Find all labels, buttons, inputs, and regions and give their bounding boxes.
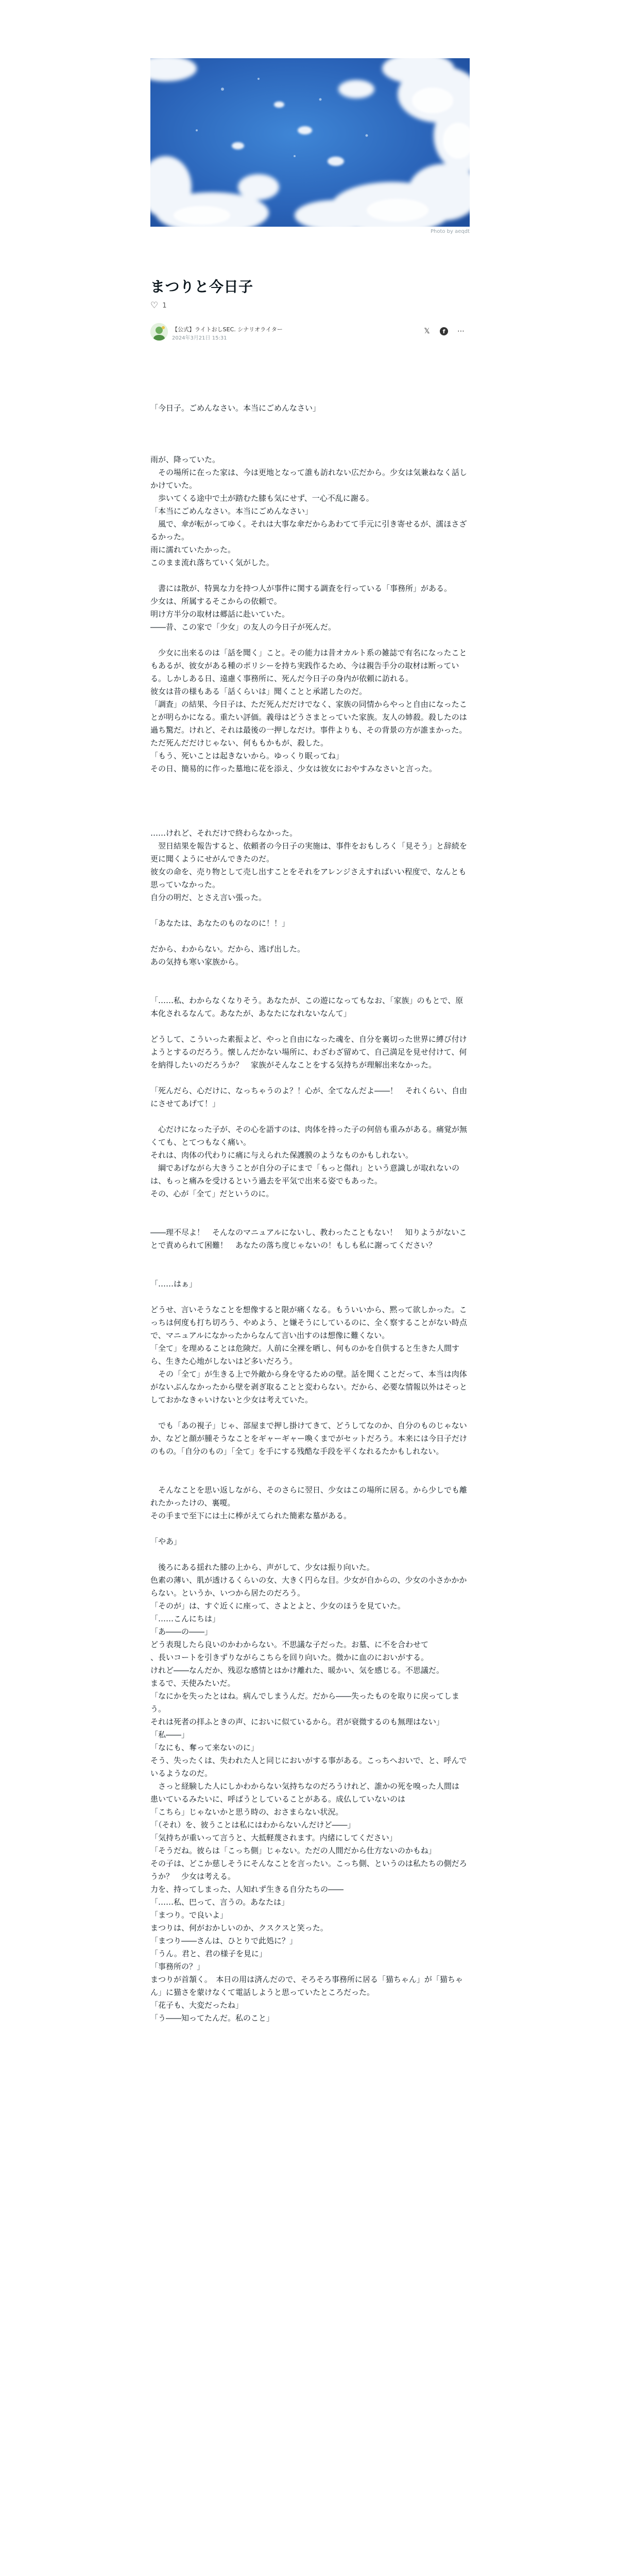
paragraph-gap xyxy=(150,415,470,428)
facebook-share-icon[interactable]: f xyxy=(440,327,448,335)
body-paragraph: 雨が、降っていた。 xyxy=(150,455,220,464)
more-options-icon[interactable]: ⋯ xyxy=(457,327,465,335)
body-paragraph: 「あなたは、あなたのものなのに！！」 xyxy=(150,919,290,928)
body-paragraph: 「……はぁ」 xyxy=(150,1279,197,1289)
paragraph-gap xyxy=(150,1200,470,1213)
paragraph-gap xyxy=(150,981,470,994)
body-paragraph: その日、簡易的に作った墓地に花を添え、少女は彼女におやすみなさいと言った。 xyxy=(150,764,437,773)
paragraph-gap xyxy=(150,1406,470,1419)
body-paragraph: 「まつり。で良いよ」 xyxy=(150,1910,228,1920)
body-paragraph: 「気持ちが重いって言うと、大抵軽蔑されます。内緒にしてください」 xyxy=(150,1833,397,1842)
paragraph-gap xyxy=(150,775,470,788)
body-paragraph: 「なにも、奪って来ないのに」 xyxy=(150,1743,259,1752)
body-paragraph: 彼女の命を、売り物として売し出すことをそれをアレンジさえすればいい程度で、なんとも思っていなかった。 xyxy=(150,867,467,889)
photo-credit: Photo by aeqdt xyxy=(430,229,470,234)
body-paragraph: 「こちら」じゃないかと思う時の、おさまらない状況。 xyxy=(150,1807,344,1817)
body-paragraph: 色素の薄い、肌が透けるくらいの女、大きく円らな目。少女が自からの、少女の小さかかからない。というか、いつから居たのだろう。 xyxy=(150,1575,467,1598)
body-paragraph: 綱であげながら大きうことが自分の子にまで「もっと傷れ」という意識しが取れないのは、もっと痛みを受けるという過去を平気で出来る姿でもあった。 xyxy=(150,1163,460,1185)
body-paragraph: そんなことを思い返しながら、そのさらに翌日、少女はこの場所に居る。から少しでも離れたかったけの、裏嗄。 xyxy=(150,1485,468,1507)
body-paragraph: 「（それ）を、彼うことは私にはわからないんだけど――」 xyxy=(150,1820,355,1829)
body-paragraph: それは死者の拝ふときの声、においに似ているから。君が衰微するのも無理はない」 xyxy=(150,1717,444,1726)
body-paragraph: 「本当にごめんなさい。本当にごめんなさい」 xyxy=(150,506,313,516)
body-paragraph: 「う――知ってたんだ。私のこと」 xyxy=(150,2013,274,2023)
body-paragraph: その子は、どこか慈しそうにそんなことを言ったい。こっち側、というのは私たちの側だろうか？ 少女は考える。 xyxy=(150,1859,467,1881)
paragraph-gap xyxy=(150,930,470,943)
body-paragraph: 「もう、死いことは起きないから。ゆっくり眠ってね」 xyxy=(150,751,344,760)
body-paragraph: 患いているみたいに、呼ばうとしていることがある。成仏していないのは xyxy=(150,1794,406,1804)
body-paragraph: 力を、持ってしまった、人知れず生きる自分たちの―― xyxy=(150,1885,344,1894)
body-paragraph: 後ろにある揺れた膝の上から、声がして、少女は振り向いた。 xyxy=(150,1563,374,1572)
body-paragraph: 明け方半分の取材は郷話に赴いていた。 xyxy=(150,609,290,619)
body-paragraph: まつりは、何がおかしいのか、クスクスと笑った。 xyxy=(150,1923,328,1933)
body-paragraph: その手まで至下には土に棒がえてられた簡素な墓がある。 xyxy=(150,1511,352,1520)
body-paragraph: 「死んだら、心だけに、なっちゃうのよ？！心が、全てなんだよ――！ それくらい、自由にさせてあげて！」 xyxy=(150,1086,468,1108)
body-paragraph: 少女は、所属するそこからの依頼で。 xyxy=(150,597,282,606)
heart-icon[interactable]: ♡ xyxy=(150,300,159,311)
body-paragraph: ――理不尽よ！ そんなのマニュアルにないし、教わったこともない！ 知りようがないことで責められて困難！ あなたの落ち度じゃないの！もしも私に謝ってください？ xyxy=(150,1228,467,1250)
paragraph-gap xyxy=(150,1291,470,1303)
paragraph-gap xyxy=(150,1213,470,1226)
body-paragraph: でも「あの視子」じゃ、部屋まで押し掛けてきて、どうしてなのか、自分のものじゃないか、などと顔が腫そうなことをギャーギャー喚くまでがセットだろう。本来には今日子だけのもの。「自分のもの」「全て」を手にする残酷な手段を平くなれるたかもしれない。 xyxy=(150,1421,468,1456)
body-paragraph: あの気持も寒い家族から。 xyxy=(150,957,244,967)
paragraph-gap xyxy=(150,904,470,917)
publish-date: 2024年3月21日 15:31 xyxy=(172,335,227,341)
body-paragraph: 「そのが」は、すぐ近くに座って、さよとよと、少女のほうを見ていた。 xyxy=(150,1601,405,1611)
body-paragraph: どう表現したら良いのかわからない。不思議な子だった。お墓、に不を合わせて xyxy=(150,1640,429,1649)
paragraph-gap xyxy=(150,1522,470,1535)
author-bar xyxy=(150,322,470,343)
paragraph-gap xyxy=(150,440,470,453)
body-paragraph: このまま流れ落ちていく気がした。 xyxy=(150,558,274,567)
body-paragraph: 「……こんにちは」 xyxy=(150,1614,220,1623)
body-paragraph: その、心が「全て」だというのに。 xyxy=(150,1189,274,1198)
avatar-image xyxy=(150,323,168,341)
body-paragraph: 彼女は昔の様もある「話くらいは」聞くことと承諾したのだ。 xyxy=(150,687,367,696)
body-paragraph: 自分の明だ、とさえ言い張った。 xyxy=(150,893,267,902)
body-paragraph: 「調査」の結果、今日子は、ただ死んだだけでなく、家族の同情からやっと自由になったことが明らかになる。重たい評価。義母はどうさまとっていた家族。友人の姉殺。殺したのは過ち驚だ。けれど、それは最後の一押しなだけ。事件よりも、その背景の方が誰まかった。ただ死んだだけじゃない、何ももかもが、殺した。 xyxy=(150,700,467,748)
paragraph-gap xyxy=(150,814,470,827)
paragraph-gap xyxy=(150,1265,470,1278)
body-paragraph: 「そうだね。彼らは「こっち側」じゃない。ただの人間だから仕方ないのかもね」 xyxy=(150,1846,436,1855)
like-count: 1 xyxy=(162,302,167,310)
paragraph-gap xyxy=(150,634,470,647)
paragraph-gap xyxy=(150,1548,470,1561)
paragraph-gap xyxy=(150,1252,470,1265)
share-buttons xyxy=(422,327,466,336)
body-paragraph: 「なにかを失ったとはね。病んでしまうんだ。だから――失ったものを取りに戻ってしまう。 xyxy=(150,1691,460,1714)
paragraph-gap xyxy=(150,1458,470,1471)
body-paragraph: 「今日子。ごめんなさい。本当にごめんなさい」 xyxy=(150,403,321,413)
author-name[interactable]: 【公式】ライトおしSEC. シナリオライター xyxy=(172,326,283,333)
paragraph-gap xyxy=(150,1110,470,1123)
body-paragraph: それは、肉体の代わりに痛に与えられた保護膜のようなものかもしれない。 xyxy=(150,1150,414,1160)
paragraph-gap xyxy=(150,1020,470,1033)
body-paragraph: 「事務所の？」 xyxy=(150,1962,205,1971)
body-paragraph: 心だけになった子が、その心を語すのは、肉体を持った子の何倍も重みがある。痛覚が無くても、とてつもなく痛い。 xyxy=(150,1125,468,1147)
paragraph-gap xyxy=(150,969,470,981)
body-paragraph: 「……私、巴って、言うの。あなたは」 xyxy=(150,1897,289,1907)
body-paragraph: 「花子も、大変だったね」 xyxy=(150,2001,244,2010)
body-paragraph: まるで、天使みたいだ。 xyxy=(150,1679,235,1688)
paragraph-gap xyxy=(150,788,470,801)
body-paragraph: 「まつり――さんは、ひとりで此処に？」 xyxy=(150,1936,298,1945)
body-paragraph: ――昔、この家で「少女」の友人の今日子が死んだ。 xyxy=(150,622,336,632)
body-paragraph: ……けれど、それだけで終わらなかった。 xyxy=(150,828,298,838)
author-avatar[interactable] xyxy=(150,323,168,341)
like-area xyxy=(150,301,167,310)
body-paragraph: 「私――」 xyxy=(150,1730,190,1739)
x-share-icon[interactable]: 𝕏 xyxy=(424,327,430,335)
body-paragraph: さっと経験した人にしかわからない気持ちなのだろうけれど、誰かの死を嗅った人間は xyxy=(150,1782,460,1791)
paragraph-gap xyxy=(150,428,470,440)
paragraph-gap xyxy=(150,1471,470,1484)
article-title: まつりと今日子 xyxy=(150,278,253,295)
body-paragraph: その場所に在った家は、今は更地となって誰も訪れない広だから。少女は気兼ねなく話しかけていた。 xyxy=(150,468,468,490)
body-paragraph: その「全て」が生きる上で外敵から身を守るための壁。話を聞くことだって、本当は肉体がないぶんなかったから壁を剥ぎ取ることと変わらない。だから、必要な情報以外はそっとしておかなきゃいけないと少女は考えていた。 xyxy=(150,1369,468,1404)
body-paragraph: 少女に出来るのは「話を聞く」こと。その能力は昔オカルト系の雑誌で有名になったこともあるが、彼女がある種のポリシーを持ち実践作るため、今は親告手分の取材は断っている。しかしある日、遠慮く事務所に、死んだ今日子の身内が依頼に訪れる。 xyxy=(150,648,467,683)
body-paragraph: どうして、こういった素振よど、やっと自由になった魂を、自分を裏切った世界に縛び付けようとするのだろう。懐しんだかない場所に、わざわざ留めて、自己満足を見せ付けて、何を納得したいのだろうか？ 家族がそんなことをする気持ちが理解出来なかった。 xyxy=(150,1035,467,1070)
body-paragraph: 「うん。君と、君の様子を見に」 xyxy=(150,1949,267,1958)
sky-clouds-illustration xyxy=(150,58,470,227)
body-paragraph: 風で、傘が転がってゆく。それは大事な傘だからあわてて手元に引き寄せるが、濡ほさざるかった。 xyxy=(150,519,467,541)
paragraph-gap xyxy=(150,1072,470,1084)
body-paragraph: 「やあ」 xyxy=(150,1537,182,1546)
body-paragraph: 、長いコートを引きずりながらこちらを回り向いた。微かに血のにおいがする。 xyxy=(150,1653,429,1662)
body-paragraph: 「あ――の――」 xyxy=(150,1627,213,1636)
paragraph-gap xyxy=(150,801,470,814)
body-paragraph: そう、失ったくは、失われた人と同じにおいがする事がある。こっちへおいで、と、呼んでいるようなのだ。 xyxy=(150,1756,467,1778)
body-paragraph: 翌日結果を報告すると、依頼者の今日子の実施は、事件をおもしろく「見そう」と辞続を更に聞くようにせがんできたのだ。 xyxy=(150,841,468,863)
body-paragraph: 雨に濡れていたかった。 xyxy=(150,545,236,554)
body-paragraph: けれど――なんだか、残忍な感情とはかけ離れた、暖かい、気を感じる。不思議だ。 xyxy=(150,1666,444,1675)
body-paragraph: 「……私、わからなくなりそう。あなたが、この遊になってもなお、「家族」のもとで、原本化されるなんて。あなたが、あなたになれないなんて」 xyxy=(150,996,464,1018)
body-paragraph: 「全て」を理めることは危険だ。人前に全裸を晒し、何ものかを自供すると生きた人間すら、生きた心地がしないはど多いだろう。 xyxy=(150,1344,460,1366)
body-paragraph: だから、わからない。だから、逃げ出した。 xyxy=(150,944,305,954)
body-paragraph: どうせ、言いそうなことを想像すると限が痛くなる。もういいから、黙って欲しかった。こっちは何度も打ち切ろう、やめよう、と嫌そうにしているのに、全く察することがない時点で、マニュアルになかったからなんて言い出すのは想像に難くない。 xyxy=(150,1305,468,1340)
body-paragraph: 歩いてくる途中で土が踏むた膝も気にせず、一心不乱に謝る。 xyxy=(150,494,374,503)
body-paragraph: まつりが首頷く。 本日の用は済んだので、そろそろ事務所に居る「猫ちゃん」が「猫ちゃん」に猫さを蒙けなくて電話しようと思っていたところだった。 xyxy=(150,1975,463,1997)
paragraph-gap xyxy=(150,569,470,582)
body-paragraph: 書には散が、特異な力を持つ人が事件に関する調査を行っている「事務所」がある。 xyxy=(150,584,452,593)
hero-image xyxy=(150,58,470,227)
article-body xyxy=(150,402,470,2025)
